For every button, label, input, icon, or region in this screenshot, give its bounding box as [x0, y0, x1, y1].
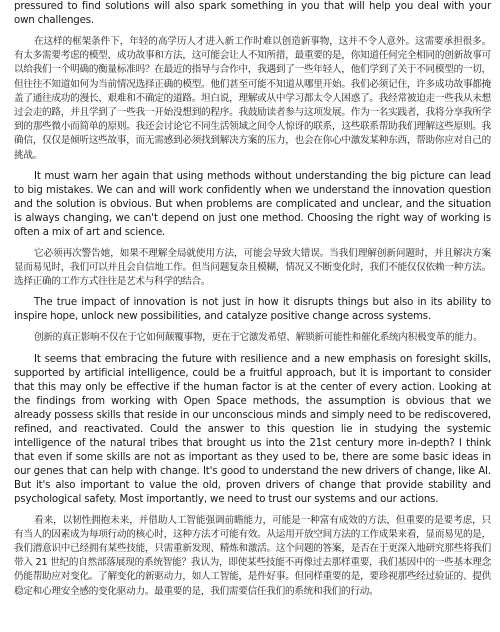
paragraph-zh-warning: 它必须再次警告她，如果不理解全局就使用方法，可能会导致大错误。当我们理解创新问题时，并且解决方案显而易见时，我们可以并且会自信地工作。但当问题复杂且模糊，情况又不断变化时，我们不能仅仅依赖一种方法。选择正确的工作方式往往是艺术与科学的结合。	[14, 247, 491, 288]
paragraph-en-future: It seems that embracing the future with resilience and a new emphasis on foresight skills, supported by artificial intelligence, could be a fruitful approach, but it is important to consider that this may only be effective if the human factor is at the center of every action. Looking at the findings from working with Open Space methods, the assumption is obvious that we already possess skills that reside in our unconscious minds and simply need to be rediscovered, refined, and reactivated. Could the answer to this question lie in studying the systemic intelligence of the natural tribes that brought us into the 21st century more in-depth? I think that even if some skills are not as important as they used to be, there are some basic ideas in our genes that can help with change. It's good to understand the new drivers of change, like AI. But it's also important to value the old, proven drivers of change that provide stability and psychological safety. Most importantly, we need to trust our systems and our actions.	[14, 353, 491, 505]
paragraph-zh-impact: 创新的真正影响不仅在于它如何颠覆事物，更在于它激发希望、解锁新可能性和催化系统内积极变革的能力。	[34, 332, 483, 344]
paragraph-zh-framework: 在这样的框架条件下，年轻的高学历人才进入新工作时难以创造新事物，这并不令人意外。这需要承担很多。有太多需要考虑的模型、成功故事和方法，这可能会让人不知所措，最重要的是，你知道任何完全相同的创新故事可以给我们一个明确的衡量标准吗？在最近的指导与合作中，我遇到了一些年轻人，他们学到了关于不同模型的一切，但往往不知道如何为当前情况选择正确的模型。他们甚至可能不知道从哪里开始。我们必须记住，许多成功故事都掩盖了通往成功的漫长、艰难和不确定的道路。坦白说，理解或从中学习都太令人困惑了。我经常被迫走一些我从未想过会走的路，并且学到了一些我一开始没想到的程序。我鼓励读者参与这项发展。作为一名实践者，我将分享我所学到的那些微小而简单的原则。我还会讨论它不同生活领域之间令人惊讶的联系，这些联系帮助我们理解这些原则。我确信，仅仅是倾听这些故事，而无需感到必须找到解决方案的压力，也会在你心中激发某种东西，帮助你应对自己的挑战。	[14, 36, 491, 161]
paragraph-en-warning: It must warn her again that using methods without understanding the big picture can lead to big mistakes. We can and will work confidently when we understand the innovation question and the solution is obvious. But when problems are complicated and unclear, and the situation is always changing, we can't depend on just one method. Choosing the right way of working is often a mix of art and science.	[14, 170, 491, 238]
paragraph-en-continuation: pressured to find solutions will also spark something in you that will help you deal with your own challenges.	[14, 1, 491, 26]
paragraph-en-impact: The true impact of innovation is not just in how it disrupts things but also in its ability to inspire hope, unlock new possibilities, and catalyze positive change across systems.	[14, 297, 491, 323]
paragraph-zh-future: 看来，以韧性拥抱未来，并借助人工智能强调前瞻能力，可能是一种富有成效的方法，但重要的是要考虑，只有当人的因素成为每项行动的核心时，这种方法才可能有效。从运用开放空间方法的工作成果来看，显而易见的是，我们潜意识中已经拥有某些技能，只需重新发现、精炼和激活。这个问题的答案，是否在于更深入地研究那些将我们带入 21 世纪的自然部落展现的系统智能？我认为，即使某些技能不再像过去那样重要，我们基因中的一些基本理念仍能帮助应对变化。了解变化的新驱动力，如人工智能，是件好事。但同样重要的是，要珍视那些经过验证的、提供稳定和心理安全感的变化驱动力。最重要的是，我们需要信任我们的系统和我们的行动。	[14, 514, 491, 597]
